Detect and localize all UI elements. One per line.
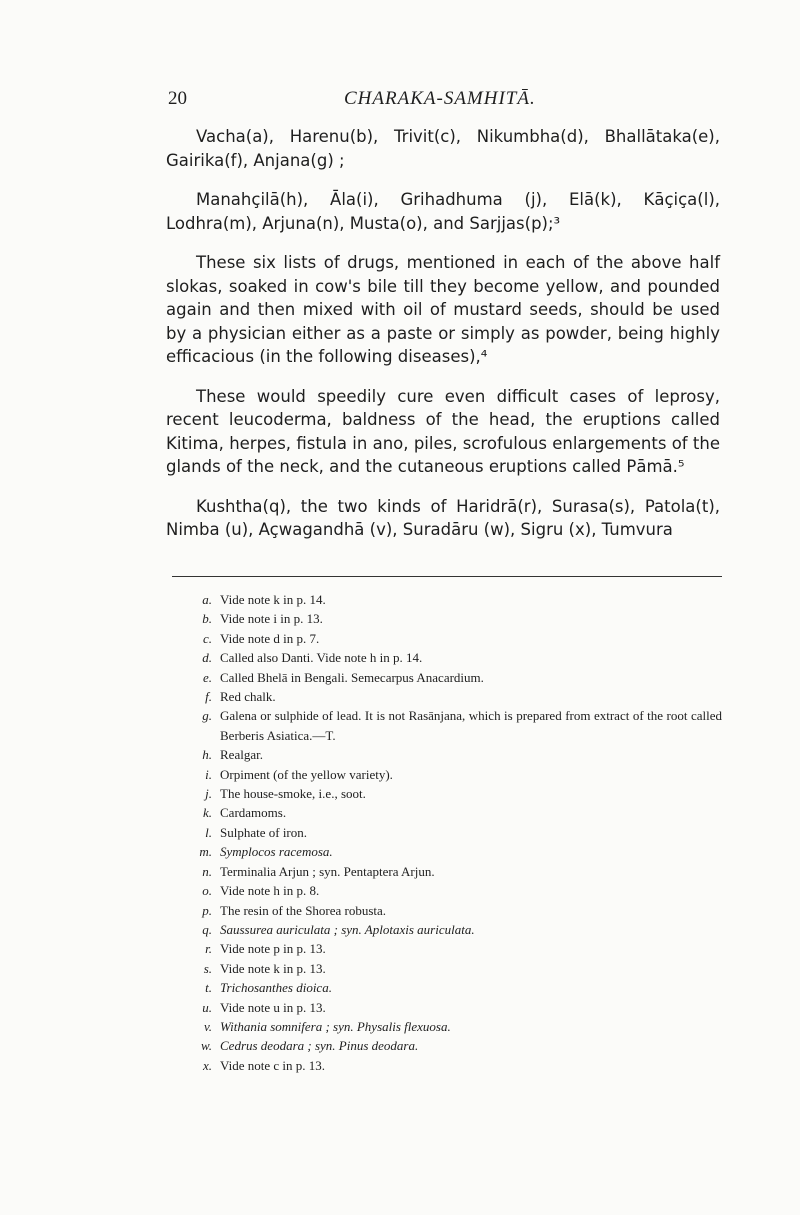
footnote-label: k. — [202, 805, 212, 821]
footnote-label: f. — [205, 689, 212, 705]
footnote-c — [166, 629, 722, 648]
footnote-label: g. — [202, 708, 212, 724]
footnote-label: m. — [199, 844, 212, 860]
footnote-b — [166, 609, 722, 628]
footnote-text: Vide note k in p. 14. — [220, 592, 326, 607]
footnote-label: u. — [202, 999, 212, 1015]
footnote-u — [166, 998, 722, 1017]
footnote-e — [166, 668, 722, 687]
footnote-label: l. — [205, 824, 212, 840]
footnote-text: Called also Danti. Vide note h in p. 14. — [220, 650, 423, 666]
footnote-text: Vide note p in p. 13. — [220, 941, 326, 957]
footnote-label: v. — [203, 1018, 212, 1034]
footnote-x — [166, 1056, 722, 1075]
footnote-label: s. — [203, 960, 212, 976]
footnote-l — [166, 823, 722, 842]
footnote-text: Vide note k in p. 13. — [220, 960, 326, 976]
footnote-text: Symplocos racemosa. — [220, 844, 333, 860]
footnote-i — [166, 765, 722, 784]
page-number: 20 — [168, 88, 187, 109]
footnote-text: Cedrus deodara ; syn. Pinus deodara. — [220, 1038, 419, 1054]
footnote-text: Vide note c in p. 13. — [220, 1057, 326, 1073]
footnote-text: Red chalk. — [220, 689, 276, 705]
footnote-text: Sulphate of iron. — [220, 824, 308, 840]
footnote-label: q. — [202, 921, 212, 937]
footnote-g — [166, 706, 722, 745]
footnote-text: Vide note i in p. 13. — [220, 611, 323, 627]
footnote-text: Orpiment (of the yellow variety). — [220, 766, 393, 782]
footnote-r — [166, 939, 722, 958]
paragraph-4: These would speedily cure even difficult cases of leprosy, recent leucoderma, baldness of the head, the eruptions called Kitima, herpes, fistula in ano, piles, scrofulous enlargements of the glands of the neck, and the cutaneous eruptions called Pāmā.⁵ — [166, 386, 720, 476]
footnote-label: p. — [202, 902, 212, 918]
footnote-label: w. — [201, 1038, 212, 1054]
footnote-label: h. — [202, 747, 212, 763]
footnote-d — [166, 648, 722, 667]
footnote-w — [166, 1036, 722, 1055]
paragraph-1: Vacha(a), Harenu(b), Trivit(c), Nikumbha(d), Bhallātaka(e), Gairika(f), Anjana(g) ; — [166, 127, 720, 170]
footnote-label: d. — [202, 650, 212, 666]
footnotes — [166, 590, 722, 1075]
footnote-o — [166, 881, 722, 900]
footnote-text: Saussurea auriculata ; syn. Aplotaxis auriculata. — [220, 921, 475, 937]
footnote-text: Vide note d in p. 7. — [220, 630, 320, 646]
paragraph-5: Kushtha(q), the two kinds of Haridrā(r), Surasa(s), Patola(t), Nimba (u), Açwagandhā (v), Suradāru (w), Sigru (x), Tumvura — [166, 496, 720, 539]
footnote-text: Withania somnifera ; syn. Physalis flexuosa. — [220, 1018, 451, 1034]
footnote-text: Realgar. — [220, 747, 263, 763]
footnote-m — [166, 842, 722, 861]
footnote-label: t. — [205, 980, 212, 996]
footnote-label: r. — [205, 941, 212, 957]
footnote-label: o. — [202, 883, 212, 899]
footnote-text: Called Bhelā in Bengali. Semecarpus Anacardium. — [220, 669, 484, 685]
page-header — [168, 88, 720, 112]
footnote-k — [166, 803, 722, 822]
footnote-f — [166, 687, 722, 706]
footnote-text: The house-smoke, i.e., soot. — [220, 786, 366, 802]
footnote-label: n. — [202, 863, 212, 879]
footnote-a — [166, 590, 722, 609]
footnote-text: Galena or sulphide of lead. It is not Rasānjana, which is prepared from extract of the root called Berberis Asiatica.—T. — [220, 708, 722, 743]
paragraph-3: These six lists of drugs, mentioned in each of the above half slokas, soaked in cow's bile till they become yellow, and pounded again and then mixed with oil of mustard seeds, should be used by a physician either as a paste or simply as powder, being highly efficacious (in the following diseases),⁴ — [166, 253, 720, 366]
footnote-s — [166, 959, 722, 978]
footnote-v — [166, 1017, 722, 1036]
footnote-text: Vide note u in p. 13. — [220, 999, 326, 1015]
paragraph-2: Manahçilā(h), Āla(i), Grihadhuma (j), Elā(k), Kāçiça(l), Lodhra(m), Arjuna(n), Musta(o), and Sarjjas(p);³ — [166, 190, 720, 233]
footnote-t — [166, 978, 722, 997]
footnote-n — [166, 862, 722, 881]
footnote-text: Trichosanthes dioica. — [220, 980, 332, 996]
footnote-label: e. — [202, 669, 212, 685]
footnote-label: b. — [202, 611, 212, 627]
footnote-label: a. — [202, 592, 212, 607]
footnote-label: i. — [205, 766, 212, 782]
footnote-label: c. — [202, 630, 212, 646]
main-text — [166, 125, 720, 558]
footnote-j — [166, 784, 722, 803]
footnote-text: The resin of the Shorea robusta. — [220, 902, 387, 918]
footnote-label: x. — [202, 1057, 212, 1073]
footnote-text: Vide note h in p. 8. — [220, 883, 320, 899]
footnote-label: j. — [205, 786, 212, 802]
footnote-text: Cardamoms. — [220, 805, 287, 821]
footnote-q — [166, 920, 722, 939]
footnote-divider — [172, 576, 722, 577]
footnote-p — [166, 901, 722, 920]
footnote-text: Terminalia Arjun ; syn. Pentaptera Arjun. — [220, 863, 435, 879]
running-title: CHARAKA-SAMHITĀ. — [344, 88, 536, 109]
footnote-h — [166, 745, 722, 764]
